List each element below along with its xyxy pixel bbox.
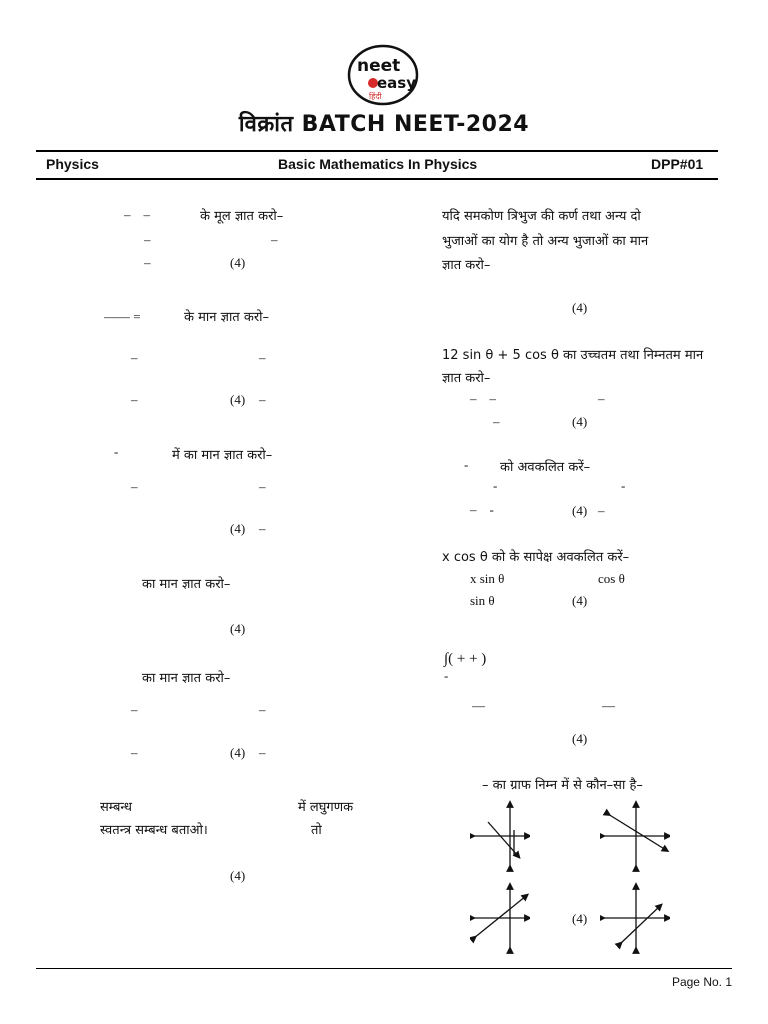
q6-line1b: में लघुगणक (298, 800, 354, 815)
header-topic: Basic Mathematics In Physics (278, 156, 478, 172)
q9-stem: को अवकलित करें– (500, 460, 591, 475)
q12-graph-3 (470, 882, 530, 954)
header-bottom-rule (36, 178, 718, 180)
q2-opt4: (4) (230, 392, 246, 407)
q5-stem: का मान ज्ञात करो– (142, 671, 231, 686)
q2-opt4-dash: – (259, 392, 266, 407)
q8-line2: ज्ञात करो– (442, 371, 491, 386)
q7-line1: यदि समकोण त्रिभुज की कर्ण तथा अन्य दो (442, 209, 641, 224)
q11-opt1: — (472, 698, 485, 713)
q3-opt4: (4) (230, 521, 246, 536)
q1-opt4: (4) (230, 255, 246, 270)
q11-opt4: (4) (572, 731, 588, 746)
q12-graph-2 (600, 800, 670, 872)
q7-line2: भुजाओं का योग है तो अन्य भुजाओं का मान (442, 234, 649, 249)
q12-stem: – का ग्राफ निम्न में से कौन–सा है– (482, 778, 643, 793)
q3-opt1: – (131, 479, 138, 494)
page-number: Page No. 1 (671, 975, 732, 989)
logo-line1: neet (357, 56, 401, 76)
q9-opt4-dash: – (598, 503, 605, 518)
q6-line2b: तो (311, 823, 322, 838)
q1-dash: – – (124, 207, 150, 222)
q6-line1a: सम्बन्ध (100, 800, 133, 815)
header-top-rule (36, 150, 718, 152)
q9-dash: - (464, 457, 469, 472)
q1-opt2: – (271, 232, 278, 247)
neet-easy-logo (347, 44, 419, 106)
q8-opt4: (4) (572, 414, 588, 429)
q3-opt2: – (259, 479, 266, 494)
q10-opt1: x sin θ (470, 571, 505, 586)
q10-opt2: cos θ (598, 571, 625, 586)
q2-opt3: – (131, 392, 138, 407)
q6-line2a: स्वतन्त्र सम्बन्ध बताओ। (100, 823, 208, 838)
q2-stem: के मान ज्ञात करो– (184, 310, 270, 325)
q9-opt4: (4) (572, 503, 588, 518)
q10-stem: x cos θ को के सापेक्ष अवकलित करें– (442, 550, 630, 565)
q8-line1: 12 sin θ + 5 cos θ का उच्चतम तथा निम्नतम मान (442, 348, 704, 363)
q6-opt4: (4) (230, 868, 246, 883)
q4-opt4: (4) (230, 621, 246, 636)
q8-opt3: – (493, 414, 500, 429)
logo-line3: हिंदी (369, 92, 382, 101)
q12-opt4: (4) (572, 911, 588, 926)
q7-opt4: (4) (572, 300, 588, 315)
q11-opt2: — (602, 698, 615, 713)
q1-opt1: – (144, 232, 151, 247)
logo-line2: easy (377, 74, 417, 92)
q12-graph-4 (600, 882, 670, 954)
q5-opt4: (4) (230, 745, 246, 760)
header-subject: Physics (46, 156, 99, 172)
page-title: विक्रांत BATCH NEET-2024 (238, 112, 530, 137)
q10-opt4: (4) (572, 593, 588, 608)
q5-opt3: – (131, 745, 138, 760)
q2-opt2: – (259, 350, 266, 365)
q4-stem: का मान ज्ञात करो– (142, 577, 231, 592)
q8-opt1: – – (470, 391, 496, 406)
header-dpp: DPP#01 (651, 156, 704, 172)
q3-dash: - (114, 444, 119, 459)
q7-line3: ज्ञात करो– (442, 258, 491, 273)
q9-opt2: - (621, 478, 626, 493)
q9-opt1: - (493, 478, 498, 493)
q11-integral: ∫( + + ) (444, 651, 487, 667)
footer-rule (36, 968, 732, 969)
q8-opt2: – (598, 391, 605, 406)
q2-opt1: – (131, 350, 138, 365)
q12-graph-1 (470, 800, 530, 872)
q11-limit: - (444, 668, 449, 683)
q3-opt4-dash: – (259, 521, 266, 536)
q1-opt3: – (144, 255, 151, 270)
q3-stem: में का मान ज्ञात करो– (172, 448, 273, 463)
q5-opt2: – (259, 702, 266, 717)
q10-opt3: sin θ (470, 593, 495, 608)
q5-opt1: – (131, 702, 138, 717)
q1-stem: के मूल ज्ञात करो– (200, 209, 284, 224)
q9-opt3: – - (470, 502, 494, 517)
q2-frac: —— = (104, 309, 141, 324)
q5-opt4-dash: – (259, 745, 266, 760)
